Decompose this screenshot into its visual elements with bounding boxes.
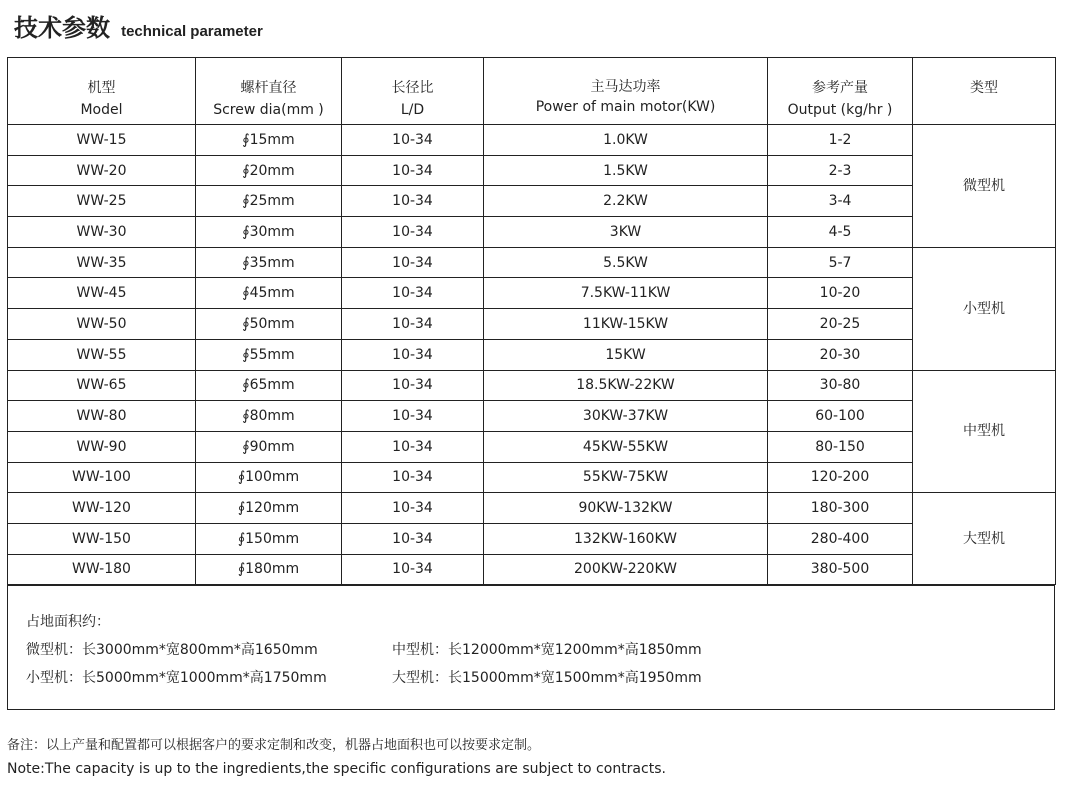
cell-power: 7.5KW-11KW	[484, 278, 768, 309]
page-title	[14, 8, 263, 42]
cell-output: 180-300	[768, 493, 913, 524]
cell-model: WW-25	[8, 186, 196, 217]
cell-output: 80-150	[768, 431, 913, 462]
cell-screw-dia: ∮90mm	[196, 431, 342, 462]
header-output-zh: 参考产量	[812, 80, 868, 96]
cell-screw-dia: ∮25mm	[196, 186, 342, 217]
table-row	[8, 125, 1056, 156]
cell-model: WW-30	[8, 217, 196, 248]
header-screw-dia	[196, 58, 342, 125]
cell-model: WW-80	[8, 401, 196, 432]
cell-output: 20-25	[768, 309, 913, 340]
cell-output: 2-3	[768, 155, 913, 186]
cell-model: WW-150	[8, 523, 196, 554]
cell-ld: 10-34	[342, 247, 484, 278]
table-row	[8, 431, 1056, 462]
table-row	[8, 247, 1056, 278]
cell-screw-dia: ∮15mm	[196, 125, 342, 156]
cell-model: WW-20	[8, 155, 196, 186]
cell-output: 5-7	[768, 247, 913, 278]
header-screw-dia-zh: 螺杆直径	[240, 80, 297, 96]
cell-screw-dia: ∮65mm	[196, 370, 342, 401]
cell-model: WW-180	[8, 554, 196, 585]
header-type	[913, 58, 1056, 125]
header-output	[768, 58, 913, 125]
note-zh: 备注：以上产量和配置都可以根据客户的要求定制和改变，机器占地面积也可以按要求定制。	[7, 738, 541, 753]
cell-ld: 10-34	[342, 278, 484, 309]
header-power-en: Power of main motor(KW)	[535, 99, 716, 115]
cell-power: 1.5KW	[484, 155, 768, 186]
cell-power: 3KW	[484, 217, 768, 248]
cell-ld: 10-34	[342, 401, 484, 432]
cell-ld: 10-34	[342, 431, 484, 462]
cell-ld: 10-34	[342, 462, 484, 493]
cell-model: WW-50	[8, 309, 196, 340]
table-row	[8, 462, 1056, 493]
cell-screw-dia: ∮50mm	[196, 309, 342, 340]
cell-ld: 10-34	[342, 217, 484, 248]
cell-ld: 10-34	[342, 155, 484, 186]
cell-screw-dia: ∮150mm	[196, 523, 342, 554]
cell-power: 90KW-132KW	[484, 493, 768, 524]
cell-model: WW-90	[8, 431, 196, 462]
cell-output: 280-400	[768, 523, 913, 554]
type-large: 大型机	[913, 493, 1056, 585]
cell-ld: 10-34	[342, 554, 484, 585]
header-type-zh: 类型	[970, 80, 998, 96]
cell-model: WW-120	[8, 493, 196, 524]
cell-power: 2.2KW	[484, 186, 768, 217]
cell-model: WW-100	[8, 462, 196, 493]
cell-screw-dia: ∮180mm	[196, 554, 342, 585]
table-header-row	[8, 58, 1056, 125]
table-row	[8, 217, 1056, 248]
type-small: 小型机	[913, 247, 1056, 370]
cell-model: WW-55	[8, 339, 196, 370]
cell-power: 5.5KW	[484, 247, 768, 278]
cell-power: 1.0KW	[484, 125, 768, 156]
cell-power: 11KW-15KW	[484, 309, 768, 340]
page-title-en: technical parameter	[121, 23, 263, 40]
spec-table	[7, 57, 1056, 585]
cell-power: 18.5KW-22KW	[484, 370, 768, 401]
header-ld-zh: 长径比	[391, 80, 434, 96]
table-row	[8, 309, 1056, 340]
cell-output: 1-2	[768, 125, 913, 156]
header-model-en: Model	[80, 102, 123, 118]
cell-screw-dia: ∮100mm	[196, 462, 342, 493]
table-row	[8, 155, 1056, 186]
cell-screw-dia: ∮55mm	[196, 339, 342, 370]
table-row	[8, 278, 1056, 309]
type-medium: 中型机	[913, 370, 1056, 493]
table-row	[8, 554, 1056, 585]
cell-ld: 10-34	[342, 523, 484, 554]
cell-screw-dia: ∮45mm	[196, 278, 342, 309]
table-row	[8, 339, 1056, 370]
cell-ld: 10-34	[342, 186, 484, 217]
cell-model: WW-45	[8, 278, 196, 309]
footprint-large: 大型机：长15000mm*宽1500mm*高1950mm	[392, 670, 702, 686]
cell-output: 60-100	[768, 401, 913, 432]
cell-power: 55KW-75KW	[484, 462, 768, 493]
cell-screw-dia: ∮20mm	[196, 155, 342, 186]
cell-power: 15KW	[484, 339, 768, 370]
cell-screw-dia: ∮80mm	[196, 401, 342, 432]
cell-model: WW-15	[8, 125, 196, 156]
cell-output: 30-80	[768, 370, 913, 401]
page-title-zh: 技术参数	[14, 14, 110, 42]
header-power	[484, 58, 768, 125]
cell-output: 4-5	[768, 217, 913, 248]
table-row	[8, 401, 1056, 432]
header-model	[8, 58, 196, 125]
cell-power: 200KW-220KW	[484, 554, 768, 585]
header-ld-en: L/D	[400, 102, 425, 118]
cell-ld: 10-34	[342, 493, 484, 524]
cell-screw-dia: ∮30mm	[196, 217, 342, 248]
cell-screw-dia: ∮120mm	[196, 493, 342, 524]
footprint-small: 小型机：长5000mm*宽1000mm*高1750mm	[26, 670, 327, 686]
header-screw-dia-en: Screw dia(mm )	[213, 102, 324, 118]
footprint-box	[7, 585, 1055, 710]
cell-model: WW-35	[8, 247, 196, 278]
footprint-micro: 微型机：长3000mm*宽800mm*高1650mm	[26, 642, 318, 658]
cell-power: 132KW-160KW	[484, 523, 768, 554]
table-row	[8, 493, 1056, 524]
cell-ld: 10-34	[342, 370, 484, 401]
header-ld	[342, 58, 484, 125]
cell-output: 3-4	[768, 186, 913, 217]
cell-output: 120-200	[768, 462, 913, 493]
cell-model: WW-65	[8, 370, 196, 401]
cell-output: 380-500	[768, 554, 913, 585]
header-model-zh: 机型	[87, 80, 116, 96]
footprint-medium: 中型机：长12000mm*宽1200mm*高1850mm	[392, 642, 702, 658]
cell-ld: 10-34	[342, 309, 484, 340]
table-row	[8, 186, 1056, 217]
note-en: Note:The capacity is up to the ingredients,the specific configurations are subject to contracts.	[7, 761, 666, 777]
header-power-zh: 主马达功率	[590, 79, 661, 95]
cell-output: 20-30	[768, 339, 913, 370]
cell-power: 45KW-55KW	[484, 431, 768, 462]
cell-ld: 10-34	[342, 125, 484, 156]
table-row	[8, 523, 1056, 554]
table-row	[8, 370, 1056, 401]
cell-screw-dia: ∮35mm	[196, 247, 342, 278]
cell-power: 30KW-37KW	[484, 401, 768, 432]
cell-ld: 10-34	[342, 339, 484, 370]
cell-output: 10-20	[768, 278, 913, 309]
header-output-en: Output (kg/hr )	[787, 102, 893, 118]
type-micro: 微型机	[913, 125, 1056, 248]
footprint-title: 占地面积约：	[26, 614, 110, 630]
